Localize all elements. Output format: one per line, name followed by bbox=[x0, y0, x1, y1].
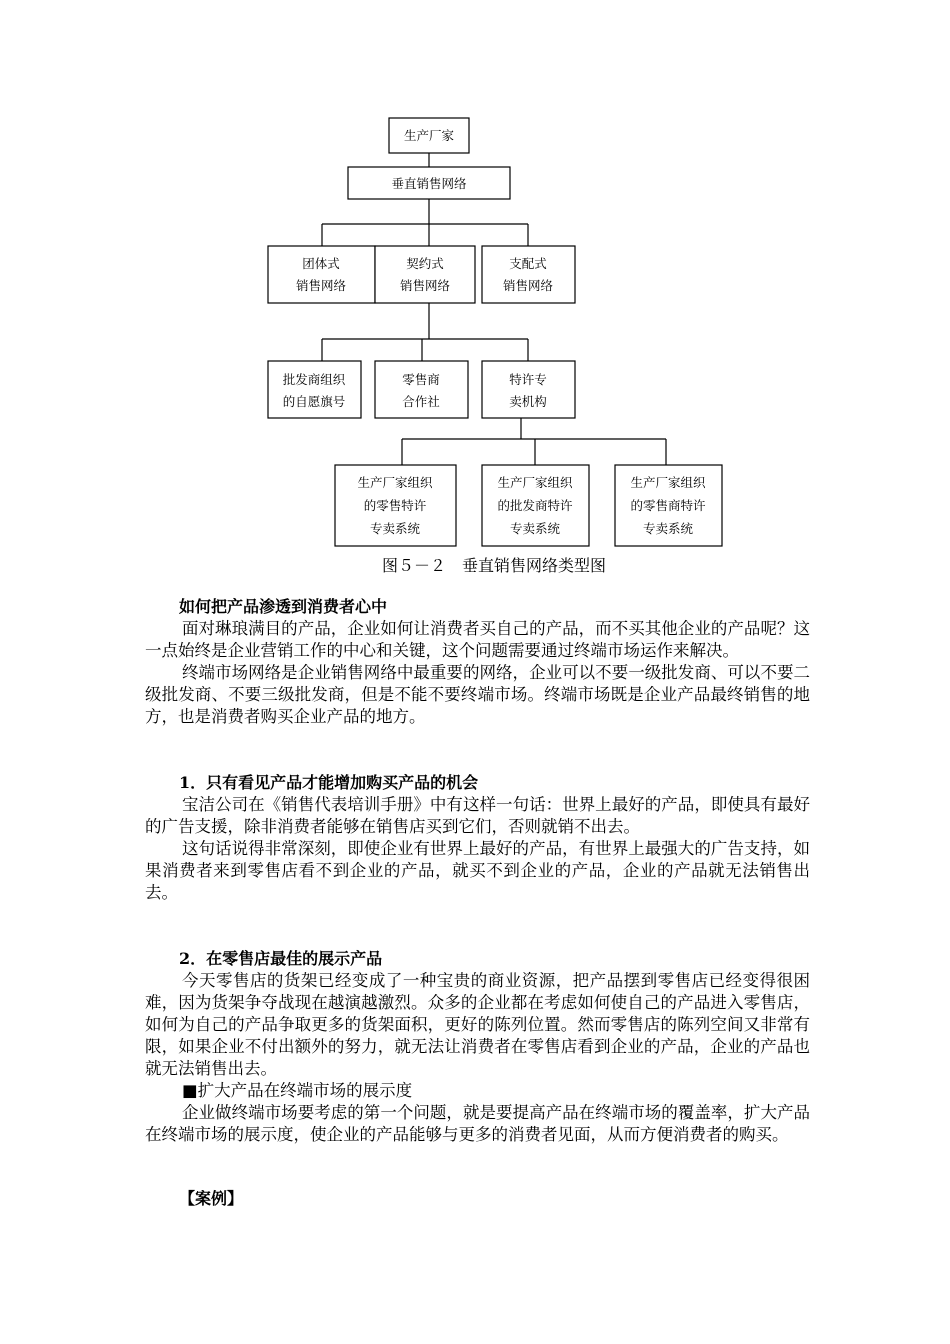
svg-text:销售网络: 销售网络 bbox=[399, 278, 451, 293]
point-1-paragraph-1: 宝洁公司在《销售代表培训手册》中有这样一句话：世界上最好的产品，即使具有最好的广告支援，除非消费者能够在销售店买到它们，否则就销不出去。 bbox=[145, 795, 810, 836]
svg-text:专卖系统: 专卖系统 bbox=[509, 521, 561, 536]
svg-text:契约式: 契约式 bbox=[406, 256, 444, 271]
point-2-section bbox=[145, 948, 810, 1146]
node-mfr-retailer-franchise bbox=[615, 465, 722, 546]
svg-text:生产厂家: 生产厂家 bbox=[403, 128, 455, 143]
svg-text:支配式: 支配式 bbox=[509, 256, 547, 271]
svg-text:合作社: 合作社 bbox=[402, 394, 440, 409]
node-retailer-coop bbox=[375, 361, 468, 418]
node-wholesaler-voluntary bbox=[268, 361, 361, 418]
vertical-network-diagram bbox=[0, 0, 950, 560]
section-title: 如何把产品渗透到消费者心中 bbox=[179, 597, 388, 616]
svg-text:生产厂家组织: 生产厂家组织 bbox=[357, 475, 433, 490]
node-corporate-network bbox=[268, 246, 375, 303]
svg-text:团体式: 团体式 bbox=[302, 256, 340, 271]
svg-text:的零售特许: 的零售特许 bbox=[363, 498, 427, 513]
point-1-title: 1．只有看见产品才能增加购买产品的机会 bbox=[179, 773, 479, 792]
section-intro bbox=[145, 596, 810, 728]
svg-text:专卖系统: 专卖系统 bbox=[369, 521, 421, 536]
figure-caption: 图５－２ 垂直销售网络类型图 bbox=[381, 556, 606, 575]
case-section bbox=[145, 1188, 810, 1210]
svg-text:销售网络: 销售网络 bbox=[502, 278, 554, 293]
svg-text:生产厂家组织: 生产厂家组织 bbox=[630, 475, 706, 490]
point-2-title: 2．在零售店最佳的展示产品 bbox=[179, 949, 383, 968]
point-1-section bbox=[145, 772, 810, 904]
svg-text:专卖系统: 专卖系统 bbox=[642, 521, 694, 536]
svg-text:的零售商特许: 的零售商特许 bbox=[630, 498, 706, 513]
point-2-bullet: ■扩大产品在终端市场的展示度 bbox=[182, 1081, 413, 1100]
svg-text:销售网络: 销售网络 bbox=[295, 278, 347, 293]
svg-text:的批发商特许: 的批发商特许 bbox=[497, 498, 573, 513]
intro-paragraph-1: 面对琳琅满目的产品，企业如何让消费者买自己的产品，而不买其他企业的产品呢？这一点始终是企业营销工作的中心和关键，这个问题需要通过终端市场运作来解决。 bbox=[145, 619, 810, 660]
svg-text:零售商: 零售商 bbox=[402, 372, 440, 387]
point-2-bullet-paragraph: 企业做终端市场要考虑的第一个问题，就是要提高产品在终端市场的覆盖率，扩大产品在终端市场的展示度，使企业的产品能够与更多的消费者见面，从而方便消费者的购买。 bbox=[145, 1103, 810, 1144]
intro-paragraph-2: 终端市场网络是企业销售网络中最重要的网络，企业可以不要一级批发商、可以不要二级批发商、不要三级批发商，但是不能不要终端市场。终端市场既是企业产品最终销售的地方，也是消费者购买企业产品的地方。 bbox=[145, 663, 810, 726]
node-mfr-wholesale-franchise bbox=[482, 465, 589, 546]
svg-text:特许专: 特许专 bbox=[509, 372, 547, 387]
node-mfr-retail-franchise bbox=[335, 465, 456, 546]
node-vertical-network bbox=[348, 167, 510, 199]
svg-text:的自愿旗号: 的自愿旗号 bbox=[282, 394, 346, 409]
svg-text:批发商组织: 批发商组织 bbox=[282, 372, 346, 387]
point-2-paragraph: 今天零售店的货架已经变成了一种宝贵的商业资源，把产品摆到零售店已经变得很困难，因为货架争夺战现在越演越激烈。众多的企业都在考虑如何使自己的产品进入零售店，如何为自己的产品争取更多的货架面积，更好的陈列位置。然而零售店的陈列空间又非常有限，如果企业不付出额外的努力，就无法让消费者在零售店看到企业的产品，企业的产品也就无法销售出去。 bbox=[145, 971, 810, 1078]
node-contractual-network bbox=[375, 246, 475, 303]
node-manufacturer bbox=[389, 118, 469, 153]
svg-text:垂直销售网络: 垂直销售网络 bbox=[391, 176, 467, 191]
point-1-paragraph-2: 这句话说得非常深刻，即使企业有世界上最好的产品，有世界上最强大的广告支持，如果消费者来到零售店看不到企业的产品，就买不到企业的产品，企业的产品就无法销售出去。 bbox=[145, 839, 810, 902]
case-label: 【案例】 bbox=[179, 1189, 244, 1208]
svg-text:生产厂家组织: 生产厂家组织 bbox=[497, 475, 573, 490]
node-franchise-org bbox=[482, 361, 575, 418]
node-administered-network bbox=[482, 246, 575, 303]
svg-text:卖机构: 卖机构 bbox=[509, 394, 547, 409]
